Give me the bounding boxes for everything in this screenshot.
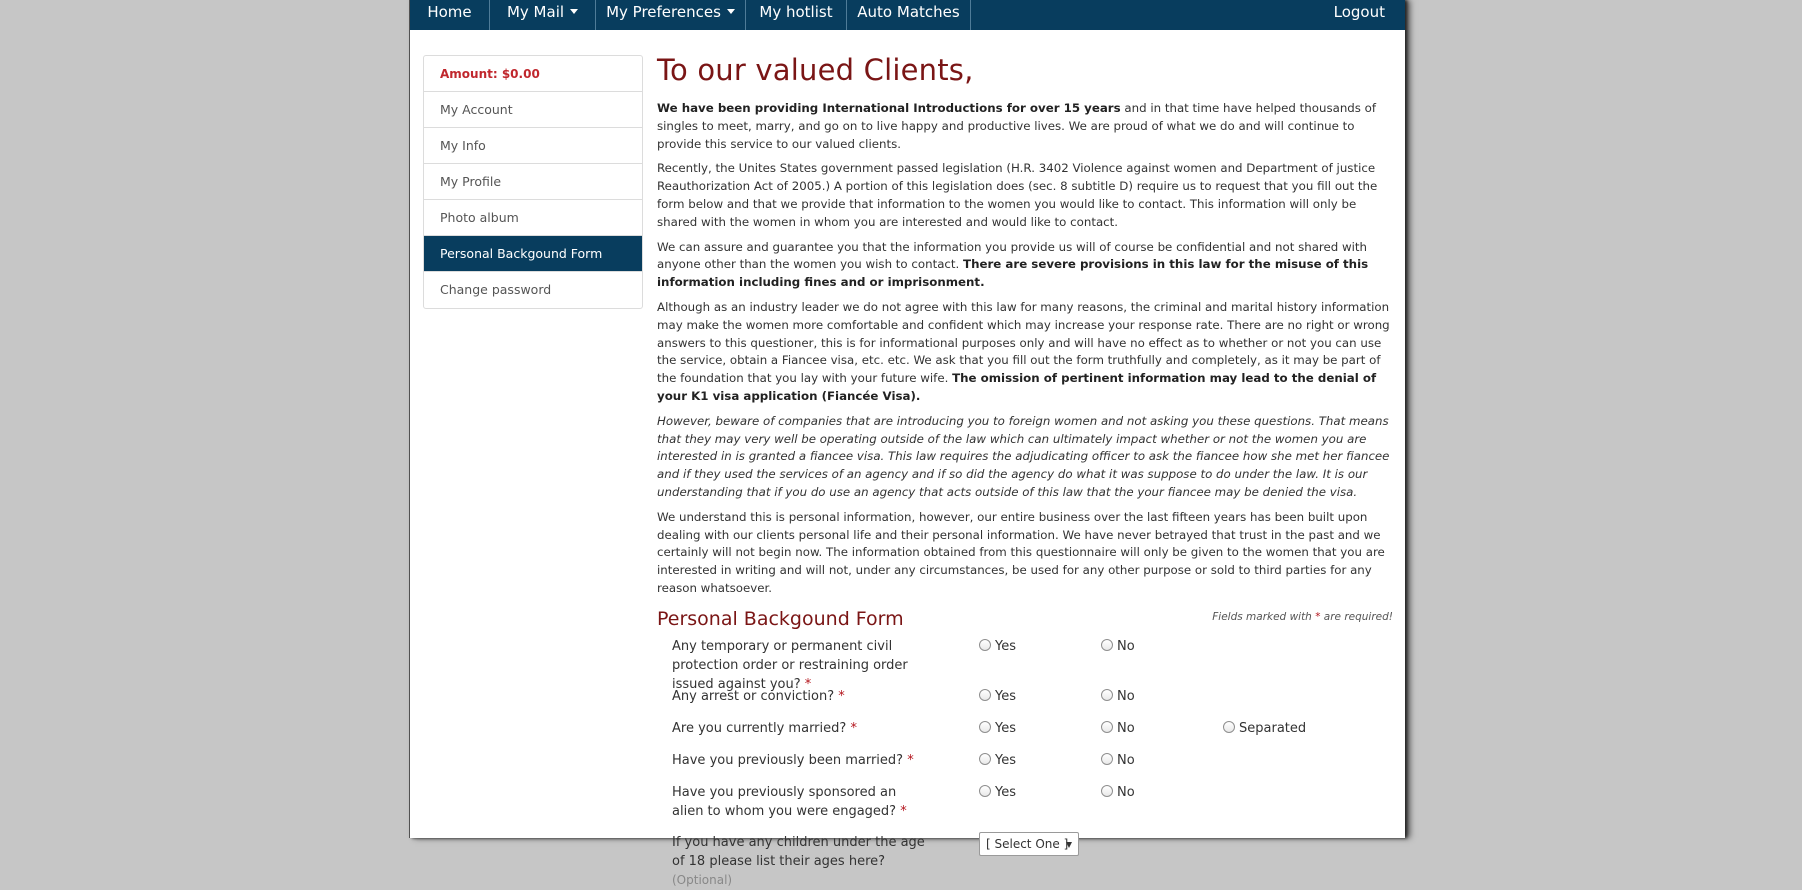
- sidebar-item-personal-background-form[interactable]: Personal Backgound Form: [424, 236, 642, 272]
- required-star: *: [900, 803, 907, 819]
- radio-label: No: [1117, 720, 1135, 736]
- required-star: *: [838, 688, 845, 704]
- nav-my-hotlist[interactable]: [746, 0, 847, 30]
- radio-yes[interactable]: [979, 783, 1016, 802]
- legislation-paragraph: Recently, the Unites States government passed legislation (H.R. 3402 Violence against women and Department of justice Reauthorization Act of 2005.) A portion of this legislation does (sec. 8 subtitle D) require us to request that you fill out the form below and that we provide that information to the women you would like to contact. This information will only be shared with the women in whom you are interested and would like to contact.: [657, 161, 1378, 229]
- required-star: *: [850, 720, 857, 736]
- radio-circle-icon[interactable]: [979, 689, 991, 701]
- sidebar-item-change-password[interactable]: Change password: [440, 282, 552, 297]
- radio-label: No: [1117, 784, 1135, 800]
- intro-paragraph-1: [657, 100, 1393, 153]
- intro-bold-text: We have been providing International Introductions for over 15 years: [657, 101, 1121, 115]
- question-row-sponsored-alien: [657, 783, 1393, 833]
- beware-paragraph: However, beware of companies that are introducing you to foreign women and not asking you these questions. That means that they may very well be operating outside of the law which can ultimately impact whether or not the women you are interested in is granted a fiancee visa. This law requires the adjudicating officer to ask the fiancee how she met her fiancee and if they used the services of an agency and if so did the agency do what it was suppose to do under the law. It is our understanding that if you do use an agency that acts outside of this law that the your fiancee may be denied the visa.: [657, 413, 1390, 499]
- radio-circle-icon[interactable]: [979, 721, 991, 733]
- required-star: *: [1315, 610, 1321, 623]
- question-row-children: [657, 833, 1393, 887]
- page-title: To our valued Clients,: [657, 53, 974, 87]
- optional-label: (Optional): [672, 872, 733, 887]
- sidebar-item-photo-album[interactable]: Photo album: [424, 200, 642, 236]
- nav-my-preferences[interactable]: [596, 0, 746, 30]
- select-value: [ Select One ]: [986, 836, 1069, 851]
- radio-yes[interactable]: [979, 687, 1016, 706]
- radio-circle-icon[interactable]: [1101, 785, 1113, 797]
- question-text: Have you previously sponsored an alien to whom you were engaged?: [672, 784, 897, 819]
- required-note-text: Fields marked with: [1212, 610, 1316, 623]
- required-note: [1212, 611, 1393, 623]
- nav-my-hotlist-label: My hotlist: [759, 3, 833, 21]
- radio-circle-icon[interactable]: [1101, 753, 1113, 765]
- nav-my-mail-label: My Mail: [506, 3, 565, 21]
- question-label: [672, 637, 927, 694]
- radio-circle-icon[interactable]: [979, 753, 991, 765]
- account-sidebar: [423, 55, 643, 309]
- industry-bold-text: The omission of pertinent information may lead to the denial of your K1 visa application (Fiancée Visa).: [657, 371, 1377, 403]
- radio-yes[interactable]: [979, 637, 1016, 656]
- question-text: Any arrest or conviction?: [672, 688, 835, 704]
- radio-label: Yes: [995, 688, 1016, 704]
- radio-label: Yes: [995, 752, 1016, 768]
- industry-text: Although as an industry leader we do not agree with this law for many reasons, the criminal and marital history information may make the women more comfortable and confident which may increase your response rate. There are no right or wrong answers to this questioner, this is for informational purposes only and will have no effect as to whether or not you can use the service, obtain a Fiancee visa, etc. etc. We ask that you fill out the form truthfully and completely, as it may be part of the foundation that you lay with your future wife.: [657, 299, 1390, 386]
- question-label: [672, 687, 927, 706]
- question-row-arrest: [657, 687, 1393, 719]
- radio-no[interactable]: [1101, 637, 1135, 656]
- sidebar-amount: Amount: $0.00: [424, 56, 642, 92]
- required-star: *: [804, 676, 812, 692]
- sidebar-item-my-info[interactable]: My Info: [424, 128, 642, 164]
- radio-label: Yes: [995, 784, 1016, 800]
- radio-no[interactable]: [1101, 719, 1135, 738]
- radio-label: Separated: [1239, 720, 1307, 736]
- nav-auto-matches[interactable]: [847, 0, 971, 30]
- radio-yes[interactable]: [979, 719, 1016, 738]
- form-header: [657, 605, 1393, 637]
- radio-circle-icon[interactable]: [979, 639, 991, 651]
- question-row-protection-order: [657, 637, 1393, 692]
- radio-no[interactable]: [1101, 783, 1135, 802]
- sidebar-item-my-account[interactable]: My Account: [424, 92, 642, 128]
- required-star: *: [907, 752, 914, 768]
- question-text: If you have any children under the age of 18 please list their ages here?: [672, 834, 925, 869]
- form-title: Personal Backgound Form: [657, 607, 904, 630]
- confidentiality-paragraph: [657, 239, 1393, 292]
- children-ages-select[interactable]: [979, 832, 1079, 856]
- nav-logout-label: Logout: [1333, 3, 1385, 21]
- radio-label: No: [1117, 752, 1135, 768]
- intro-text: and in that time have helped thousands of singles to meet, marry, and go on to live happy and productive lives. We are proud of what we do and will continue to provide this service to our valued clients.: [657, 101, 1377, 151]
- nav-logout[interactable]: [1334, 0, 1385, 30]
- radio-no[interactable]: [1101, 751, 1135, 770]
- caret-down-icon: [727, 9, 735, 14]
- question-label: [672, 719, 927, 738]
- radio-yes[interactable]: [979, 751, 1016, 770]
- main-content: [657, 50, 1393, 887]
- question-row-previously-married: [657, 751, 1393, 783]
- nav-my-mail[interactable]: [490, 0, 596, 30]
- radio-label: Yes: [995, 720, 1016, 736]
- sidebar-item-my-profile[interactable]: My Profile: [424, 164, 642, 200]
- question-text: Have you previously been married?: [672, 752, 904, 768]
- radio-circle-icon[interactable]: [979, 785, 991, 797]
- radio-label: No: [1117, 688, 1135, 704]
- industry-paragraph: [657, 299, 1393, 406]
- radio-circle-icon[interactable]: [1223, 721, 1235, 733]
- required-note-text-end: are required!: [1320, 610, 1393, 623]
- top-navbar: [410, 0, 1405, 30]
- nav-home-label: Home: [427, 3, 472, 21]
- radio-circle-icon[interactable]: [1101, 721, 1113, 733]
- confidentiality-bold-text: There are severe provisions in this law for the misuse of this information including fines and or imprisonment.: [657, 257, 1369, 290]
- nav-home[interactable]: [410, 0, 490, 30]
- question-text: Are you currently married?: [672, 720, 847, 736]
- nav-my-preferences-label: My Preferences: [606, 3, 721, 21]
- page-container: [410, 0, 1405, 887]
- radio-circle-icon[interactable]: [1101, 639, 1113, 651]
- radio-label: Yes: [995, 638, 1016, 654]
- nav-auto-matches-label: Auto Matches: [857, 3, 960, 21]
- chevron-down-icon: [1066, 842, 1072, 848]
- personal-info-paragraph: We understand this is personal information, however, our entire business over the last fifteen years has been built upon dealing with our clients personal life and their personal information. We have never betrayed that trust in the past and we certainly will not begin now. The information obtained from this questionnaire will only be given to the women that you are interested in writing and will not, under any circumstances, be used for any other purpose or sold to third parties for any reason whatsoever.: [657, 509, 1385, 595]
- radio-label: No: [1117, 638, 1135, 654]
- question-label: [672, 833, 927, 890]
- radio-no[interactable]: [1101, 687, 1135, 706]
- radio-circle-icon[interactable]: [1101, 689, 1113, 701]
- caret-down-icon: [570, 9, 578, 14]
- question-label: [672, 751, 927, 770]
- question-text: Any temporary or permanent civil protection order or restraining order issued against you?: [672, 638, 908, 692]
- radio-separated[interactable]: [1223, 719, 1306, 738]
- question-label: [672, 783, 927, 821]
- confidentiality-text: We can assure and guarantee you that the information you provide us will of course be confidential and not shared with anyone other than the women you wish to contact.: [657, 239, 1368, 272]
- question-row-currently-married: [657, 719, 1393, 751]
